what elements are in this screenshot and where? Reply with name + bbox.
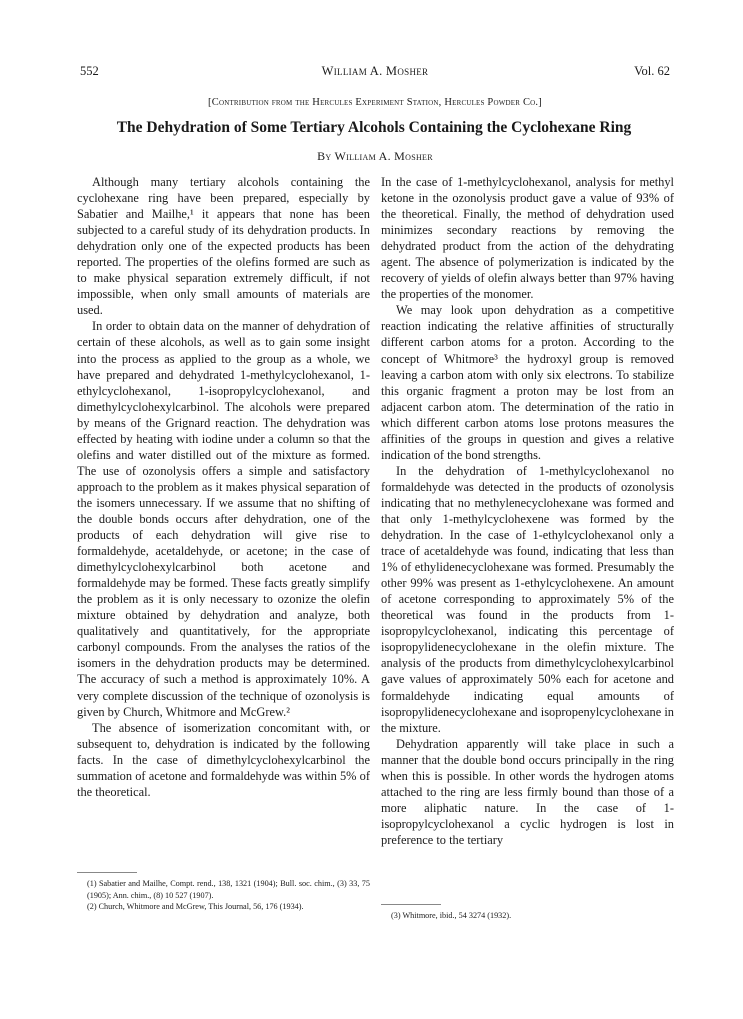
footnote: (2) Church, Whitmore and McGrew, This Journal, 56, 176 (1934). bbox=[87, 902, 304, 911]
page-number: 552 bbox=[80, 64, 99, 78]
paragraph: Although many tertiary alcohols containing the cyclohexane ring have been prepared, especially by Sabatier and Mailhe,¹ it appears that none has been subjected to a careful study of its dehydration products. In dehydration only one of the expected products has been reported. The properties of the olefins formed are such as to make physical separation extremely difficult, if not impossible, when only small amounts of materials are used. bbox=[77, 175, 370, 318]
footnote: (1) Sabatier and Mailhe, Compt. rend., 138, 1321 (1904); Bull. soc. chim., (3) 33, 75 (1905); Ann. chim., (8) 10 527 (1907). bbox=[87, 879, 370, 900]
volume-label: Vol. 62 bbox=[634, 64, 670, 78]
paragraph: The absence of isomerization concomitant with, or subsequent to, dehydration is indicated by the following facts. In the case of dimethylcyclohexylcarbinol the summation of acetone and formaldehyde was within 5% of the theoretical. bbox=[77, 720, 370, 799]
paragraph: In order to obtain data on the manner of dehydration of certain of these alcohols, as well as to gain some insight into the process as applied to the group as a whole, we have prepared and dehydrated 1-methylcyclohexanol, 1-ethylcyclohexanol, 1-isopropylcyclohexanol, and dimethylcyclohexylcarbinol. The alcohols were prepared by means of the Grignard reaction. The dehydration was effected by heating with iodine under a column so that the olefins and water distilled out of the mixture as formed. The use of ozonolysis offers a simple and satisfactory approach to the problem as it makes physical separation of the isomers unnecessary. If we assume that no shifting of the double bonds occurs after dehydration, one of the products of each dehydration will give rise to formaldehyde, acetaldehyde, or acetone; in the case of dimethylcyclohexylcarbinol both acetone and formaldehyde may be formed. These facts greatly simplify the problem as it is only necessary to ozonize the olefin mixture obtained by dehydration and analyze, both qualitatively and quantitatively, for the appropriate carbonyl compounds. From the analyses the ratios of the isomers in the dehydration products may be determined. The accuracy of such a method is approximately 10%. A very complete discussion of the technique of ozonolysis is given by Church, Whitmore and McGrew.² bbox=[77, 319, 370, 719]
footnotes-left bbox=[77, 878, 370, 913]
right-column bbox=[381, 174, 674, 848]
contribution-line: [Contribution from the Hercules Experiment Station, Hercules Powder Co.] bbox=[208, 97, 542, 108]
byline: By William A. Mosher bbox=[317, 149, 433, 163]
paragraph: In the dehydration of 1-methylcyclohexanol no formaldehyde was detected in the products of ozonolysis indicating that no methylenecyclohexane was formed and that only 1-methylcyclohexene was formed by the dehydration. In the case of 1-ethylcyclohexanol only a trace of acetaldehyde was found, indicating that less than 1% of ethylidenecyclohexane was formed. Presumably the other 99% was present as 1-ethylcyclohexene. An amount of acetone corresponding to approximately 5% of the theoretical was found in the products from 1-isopropylcyclohexanol, indicating this percentage of isopropylidenecyclohexane in the olefin mixture. The analysis of the products from dimethylcyclohexylcarbinol gave values of approximately 50% each for acetone and formaldehyde indicating equal amounts of isopropylidenecyclohexane and isopropenylcyclohexane in the mixture. bbox=[381, 463, 674, 735]
footnote-rule bbox=[77, 872, 137, 873]
paragraph: We may look upon dehydration as a competitive reaction indicating the relative affinities of structurally different carbon atoms for a proton. According to the concept of Whitmore³ the hydroxyl group is removed leaving a carbon atom with only six electrons. To stabilize this organic fragment a proton may be lost from an adjacent carbon atom. The determination of the ratio in which different carbon atoms lose protons measures the affinities of the groups in question and gives a relative indication of the bond strengths. bbox=[381, 303, 674, 462]
left-column bbox=[77, 174, 370, 800]
running-head bbox=[80, 64, 670, 80]
footnote: (3) Whitmore, ibid., 54 3274 (1932). bbox=[391, 911, 512, 920]
footnote-rule bbox=[381, 904, 441, 905]
running-author: William A. Mosher bbox=[321, 64, 429, 78]
paragraph: Dehydration apparently will take place in such a manner that the double bond occurs principally in the ring when this is possible. In other words the hydrogen atoms attached to the ring are less firmly bound than those of a more aliphatic nature. In the case of 1-isopropylcyclohexanol a cyclic hydrogen is lost in preference to the tertiary bbox=[381, 736, 674, 847]
article-title: The Dehydration of Some Tertiary Alcohols Containing the Cyclohexane Ring bbox=[116, 119, 632, 136]
paragraph: In the case of 1-methylcyclohexanol, analysis for methyl ketone in the ozonolysis product gave a value of 93% of the theoretical. Finally, the method of dehydration used minimizes secondary reactions by removing the dehydrated product from the action of the dehydrating agent. The absence of polymerization is indicated by the recovery of yields of olefin always better than 97% having the properties of the monomer. bbox=[381, 175, 674, 302]
footnotes-right bbox=[381, 910, 674, 922]
